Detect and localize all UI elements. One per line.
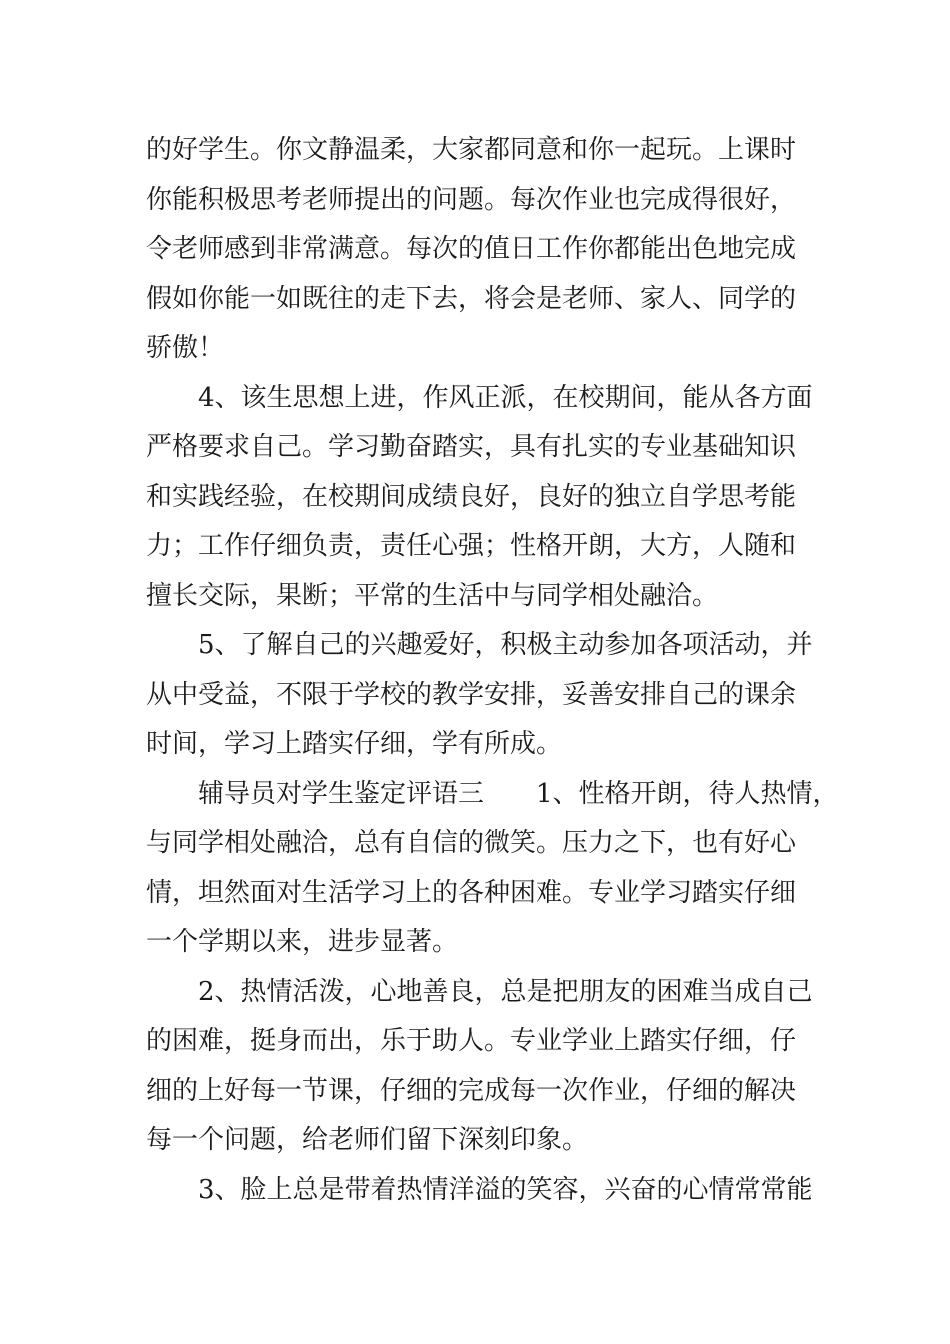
text-line: 你能积极思考老师提出的问题。每次作业也完成得很好， [146, 184, 797, 215]
section-heading-line: 辅导员对学生鉴定评语三 1、性格开朗，待人热情， [198, 778, 839, 809]
text-line: 的困难，挺身而出，乐于助人。专业学业上踏实仔细，仔 [146, 1026, 797, 1056]
paragraph-start-line: 2、热情活泼，心地善良，总是把朋友的困难当成自己 [198, 976, 813, 1007]
text-line: 细的上好每一节课，仔细的完成每一次作业，仔细的解决 [146, 1075, 797, 1106]
paragraph-start-line: 5、了解自己的兴趣爱好，积极主动参加各项活动，并 [198, 630, 813, 660]
text-line: 每一个问题，给老师们留下深刻印象。 [146, 1125, 589, 1155]
paragraph-start-line: 3、脸上总是带着热情洋溢的笑容，兴奋的心情常常能 [198, 1174, 813, 1205]
paragraph-start-line: 4、该生思想上进，作风正派，在校期间，能从各方面 [198, 382, 813, 413]
text-line: 与同学相处融洽，总有自信的微笑。压力之下，也有好心 [146, 828, 797, 858]
text-line: 骄傲！ [146, 333, 225, 363]
text-line: 令老师感到非常满意。每次的值日工作你都能出色地完成 [146, 234, 797, 264]
text-line: 从中受益，不限于学校的教学安排，妥善安排自己的课余 [146, 679, 797, 710]
text-line: 情，坦然面对生活学习上的各种困难。专业学习踏实仔细 [146, 877, 797, 908]
text-line: 擅长交际，果断；平常的生活中与同学相处融洽。 [146, 580, 719, 611]
text-line: 的好学生。你文静温柔，大家都同意和你一起玩。上课时 [146, 135, 797, 165]
text-line: 时间，学习上踏实仔细，学有所成。 [146, 729, 563, 759]
text-line: 一个学期以来，进步显著。 [146, 927, 459, 957]
text-line: 假如你能一如既往的走下去，将会是老师、家人、同学的 [146, 283, 797, 314]
text-line: 严格要求自己。学习勤奋踏实，具有扎实的专业基础知识 [146, 432, 797, 462]
text-line: 力；工作仔细负责，责任心强；性格开朗，大方，人随和 [146, 531, 797, 561]
text-line: 和实践经验，在校期间成绩良好，良好的独立自学思考能 [146, 481, 797, 512]
body-text [146, 126, 839, 1215]
